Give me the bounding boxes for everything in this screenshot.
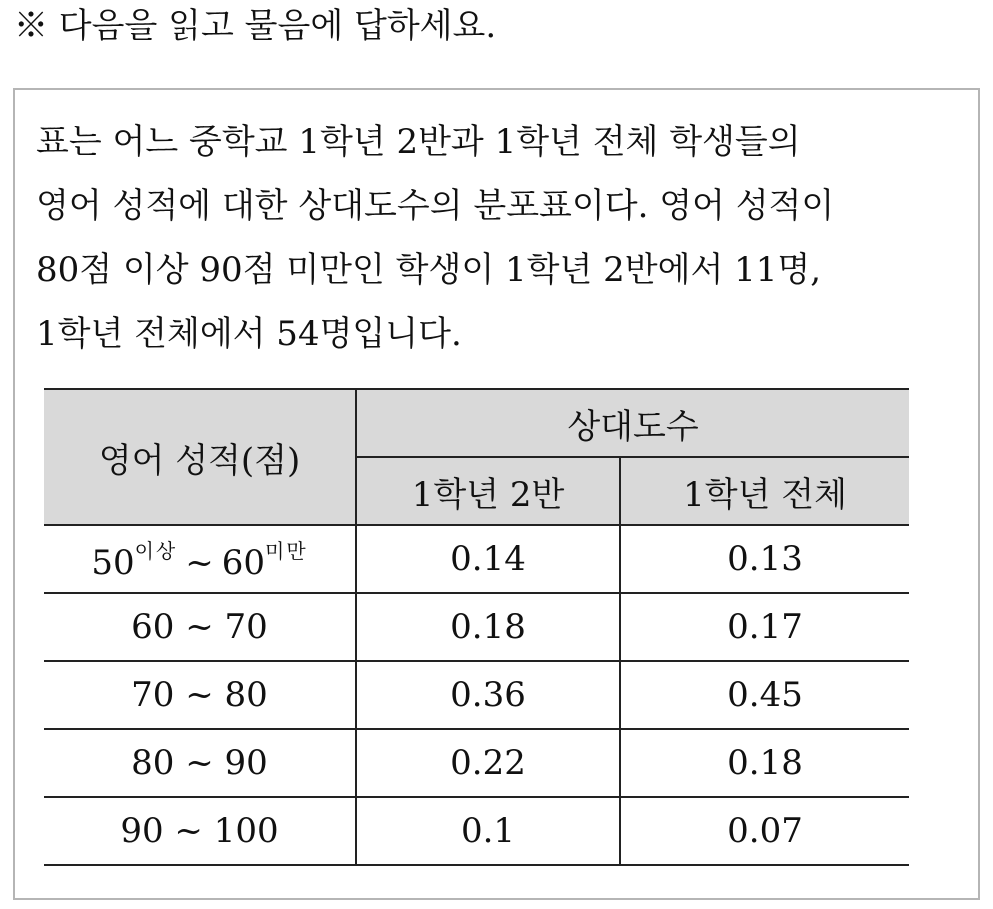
table-row	[44, 729, 909, 797]
header-class: 1학년 2반	[356, 457, 620, 525]
score-range-cell: 60 ~ 70	[44, 593, 356, 661]
class-value-cell: 0.1	[356, 797, 620, 865]
class-value-cell: 0.36	[356, 661, 620, 729]
range-low-suffix: 이상	[134, 539, 178, 563]
whole-value-cell: 0.13	[620, 525, 909, 593]
header-score: 영어 성적(점)	[44, 389, 356, 525]
header-relative-frequency: 상대도수	[356, 389, 909, 457]
table-row	[44, 525, 909, 593]
range-low: 50	[91, 543, 135, 583]
score-range-cell: 90 ~ 100	[44, 797, 356, 865]
table-row	[44, 797, 909, 865]
passage-line: 80점 이상 90점 미만인 학생이 1학년 2반에서 11명,	[36, 250, 822, 290]
table-row	[44, 661, 909, 729]
class-value-cell: 0.14	[356, 525, 620, 593]
whole-value-cell: 0.17	[620, 593, 909, 661]
class-value-cell: 0.22	[356, 729, 620, 797]
class-value-cell: 0.18	[356, 593, 620, 661]
passage-line: 1학년 전체에서 54명입니다.	[36, 314, 462, 354]
score-range-cell	[44, 525, 356, 593]
range-high: 60	[221, 543, 266, 583]
instruction-text: ※ 다음을 읽고 물음에 답하세요.	[14, 6, 497, 46]
whole-value-cell: 0.18	[620, 729, 909, 797]
header-whole-grade: 1학년 전체	[620, 457, 909, 525]
score-range-cell: 70 ~ 80	[44, 661, 356, 729]
range-high-suffix: 미만	[265, 539, 308, 563]
range-tilde: ~	[185, 543, 214, 583]
passage-line: 영어 성적에 대한 상대도수의 분포표이다. 영어 성적이	[36, 186, 835, 226]
passage	[36, 110, 966, 366]
whole-value-cell: 0.45	[620, 661, 909, 729]
passage-line: 표는 어느 중학교 1학년 2반과 1학년 전체 학생들의	[36, 122, 801, 162]
table-row	[44, 593, 909, 661]
whole-value-cell: 0.07	[620, 797, 909, 865]
relative-frequency-table	[44, 388, 909, 866]
score-range-cell: 80 ~ 90	[44, 729, 356, 797]
